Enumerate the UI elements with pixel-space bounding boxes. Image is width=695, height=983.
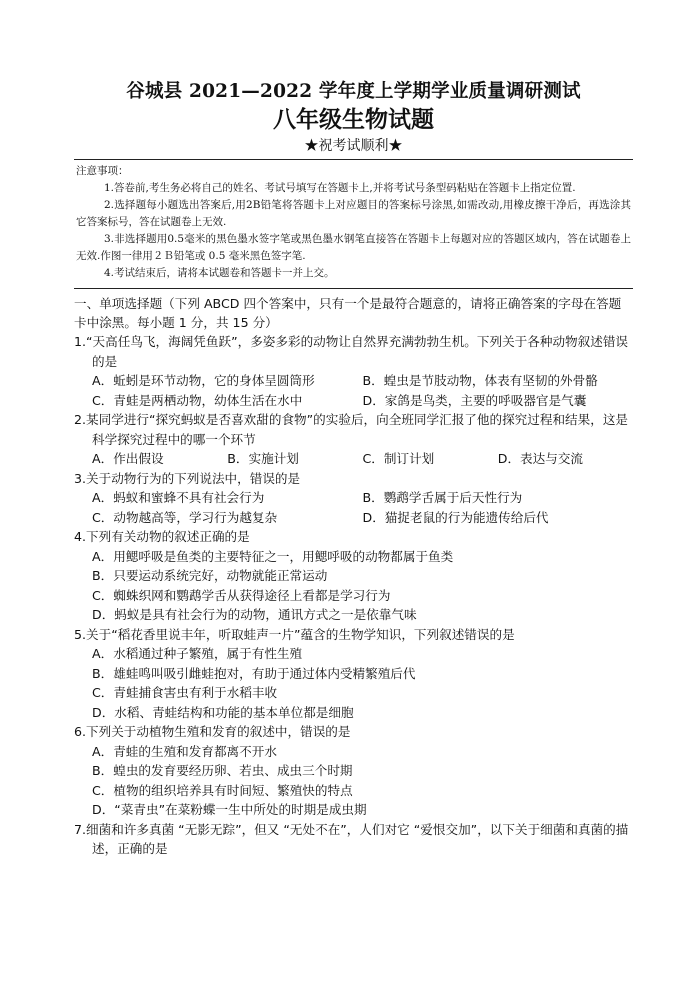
notice-item: 1.答卷前,考生务必将自己的姓名、考试号填写在答题卡上,并将考试号条型码粘贴在答题卡上指定位置.: [104, 182, 576, 194]
answer-option: D．猫捉老鼠的行为能遗传给后代: [362, 509, 549, 525]
notice-heading: 注意事项：: [76, 165, 129, 177]
exam-subject-title: 八年级生物试题: [273, 106, 434, 133]
question-options: [74, 371, 633, 410]
answer-option: A．用鳃呼吸是鱼类的主要特征之一，用鳃呼吸的动物都属于鱼类: [92, 548, 454, 564]
section-heading: 一、单项选择题（下列 ABCD 四个答案中，只有一个是最符合题意的，请将正确答案的字母在答题卡中涂黑。每小题 1 分，共 15 分）: [74, 296, 622, 330]
option-row: [92, 586, 633, 606]
option-row: [92, 683, 633, 703]
answer-option: C．蜘蛛织网和鹦鹉学舌从获得途径上看都是学习行为: [92, 587, 391, 603]
question-2: [74, 410, 633, 469]
option-row: [92, 371, 633, 391]
answer-option: B．只要运动系统完好，动物就能正常运动: [92, 568, 328, 583]
question-stem: 7.细菌和许多真菌 “无影无踪”，但又 “无处不在”，人们对它 “爱恨交加”，以下关于细菌和真菌的描述，正确的是: [74, 821, 629, 856]
question-options: [74, 449, 633, 469]
answer-option: D．蚂蚁是具有社会行为的动物，通讯方式之一是依靠气味: [92, 607, 417, 622]
option-row: [92, 761, 633, 781]
notice-box: [74, 160, 633, 286]
option-row: [92, 547, 633, 567]
question-stem: 2.某同学进行“探究蚂蚁是否喜欢甜的食物”的实验后，向全班同学汇报了他的探究过程和结果，这是科学探究过程中的哪一个环节: [74, 412, 629, 447]
answer-option: B．蝗虫是节肢动物，体表有坚韧的外骨骼: [362, 373, 598, 388]
option-row: [92, 488, 633, 508]
option-row: [92, 644, 633, 664]
option-row: [92, 508, 633, 528]
answer-option: C．动物越高等，学习行为越复杂: [92, 509, 278, 525]
question-7: [74, 820, 633, 859]
exam-greeting: ★祝考试顺利★: [304, 138, 403, 154]
question-3: [74, 469, 633, 528]
answer-option: A．蚯蚓是环节动物，它的身体呈圆筒形: [92, 373, 315, 388]
answer-option: C．青蛙捕食害虫有利于水稻丰收: [92, 685, 278, 700]
question-4: [74, 527, 633, 625]
answer-option: D．表达与交流: [497, 451, 584, 466]
question-options: [74, 547, 633, 625]
answer-option: D．家鸽是鸟类，主要的呼吸器官是气囊: [362, 392, 587, 408]
answer-option: A．作出假设: [92, 451, 164, 466]
question-stem: 3.关于动物行为的下列说法中，错误的是: [74, 470, 301, 486]
question-stem: 5.关于“稻花香里说丰年，听取蛙声一片”蕴含的生物学知识，下列叙述错误的是: [74, 626, 515, 642]
option-row: [92, 566, 633, 586]
divider-bottom: [74, 288, 633, 289]
question-1: [74, 332, 633, 410]
question-5: [74, 625, 633, 723]
question-options: [74, 742, 633, 820]
question-options: [74, 644, 633, 722]
question-options: [74, 488, 633, 527]
option-row: [92, 391, 633, 411]
question-stem: 4.下列有关动物的叙述正确的是: [74, 529, 250, 544]
answer-option: B．雄蛙鸣叫吸引雌蛙抱对，有助于通过体内受精繁殖后代: [92, 665, 416, 681]
answer-option: C．青蛙是两栖动物，幼体生活在水中: [92, 392, 303, 408]
option-row: [92, 664, 633, 684]
answer-option: C．制订计划: [362, 451, 435, 466]
question-6: [74, 722, 633, 820]
option-row: [92, 781, 633, 801]
answer-option: D．“菜青虫”在菜粉蝶一生中所处的时期是成虫期: [92, 802, 367, 817]
option-row: [92, 800, 633, 820]
notice-item: 3.非选择题用0.5毫米的黑色墨水签字笔或黑色墨水钢笔直接答在答题卡上每题对应的答题区域内，答在试题卷上无效.作图一律用２Ｂ铅笔或 0.5 毫米黑色签字笔.: [76, 233, 631, 262]
exam-title: 谷城县 2021—2022 学年度上学期学业质量调研测试: [126, 81, 581, 102]
answer-option: C．植物的组织培养具有时间短、繁殖快的特点: [92, 782, 353, 798]
notice-item: 2.选择题每小题选出答案后,用2B铅笔将答题卡上对应题目的答案标号涂黑,如需改动,用橡皮擦干净后，再选涂其它答案标号，答在试题卷上无效.: [76, 199, 631, 228]
question-list: [74, 332, 633, 859]
answer-option: A．青蛙的生殖和发育都离不开水: [92, 743, 277, 759]
option-row: [92, 605, 633, 625]
answer-option: B．鹦鹉学舌属于后天性行为: [362, 490, 523, 505]
question-stem: 1.“天高任鸟飞，海阔凭鱼跃”，多姿多彩的动物让自然界充满勃勃生机。下列关于各种动物叙述错误的是: [74, 334, 629, 369]
answer-option: B．实施计划: [227, 451, 299, 466]
notice-item: 4.考试结束后，请将本试题卷和答题卡一并上交。: [104, 267, 335, 279]
question-stem: 6.下列关于动植物生殖和发育的叙述中，错误的是: [74, 724, 351, 739]
answer-option: D．水稻、青蛙结构和功能的基本单位都是细胞: [92, 704, 354, 720]
answer-option: A．水稻通过种子繁殖，属于有性生殖: [92, 646, 303, 661]
option-row: [92, 742, 633, 762]
option-row: [92, 703, 633, 723]
answer-option: B．蝗虫的发育要经历卵、若虫、成虫三个时期: [92, 763, 353, 778]
option-row: [92, 449, 633, 469]
answer-option: A．蚂蚁和蜜蜂不具有社会行为: [92, 490, 265, 505]
